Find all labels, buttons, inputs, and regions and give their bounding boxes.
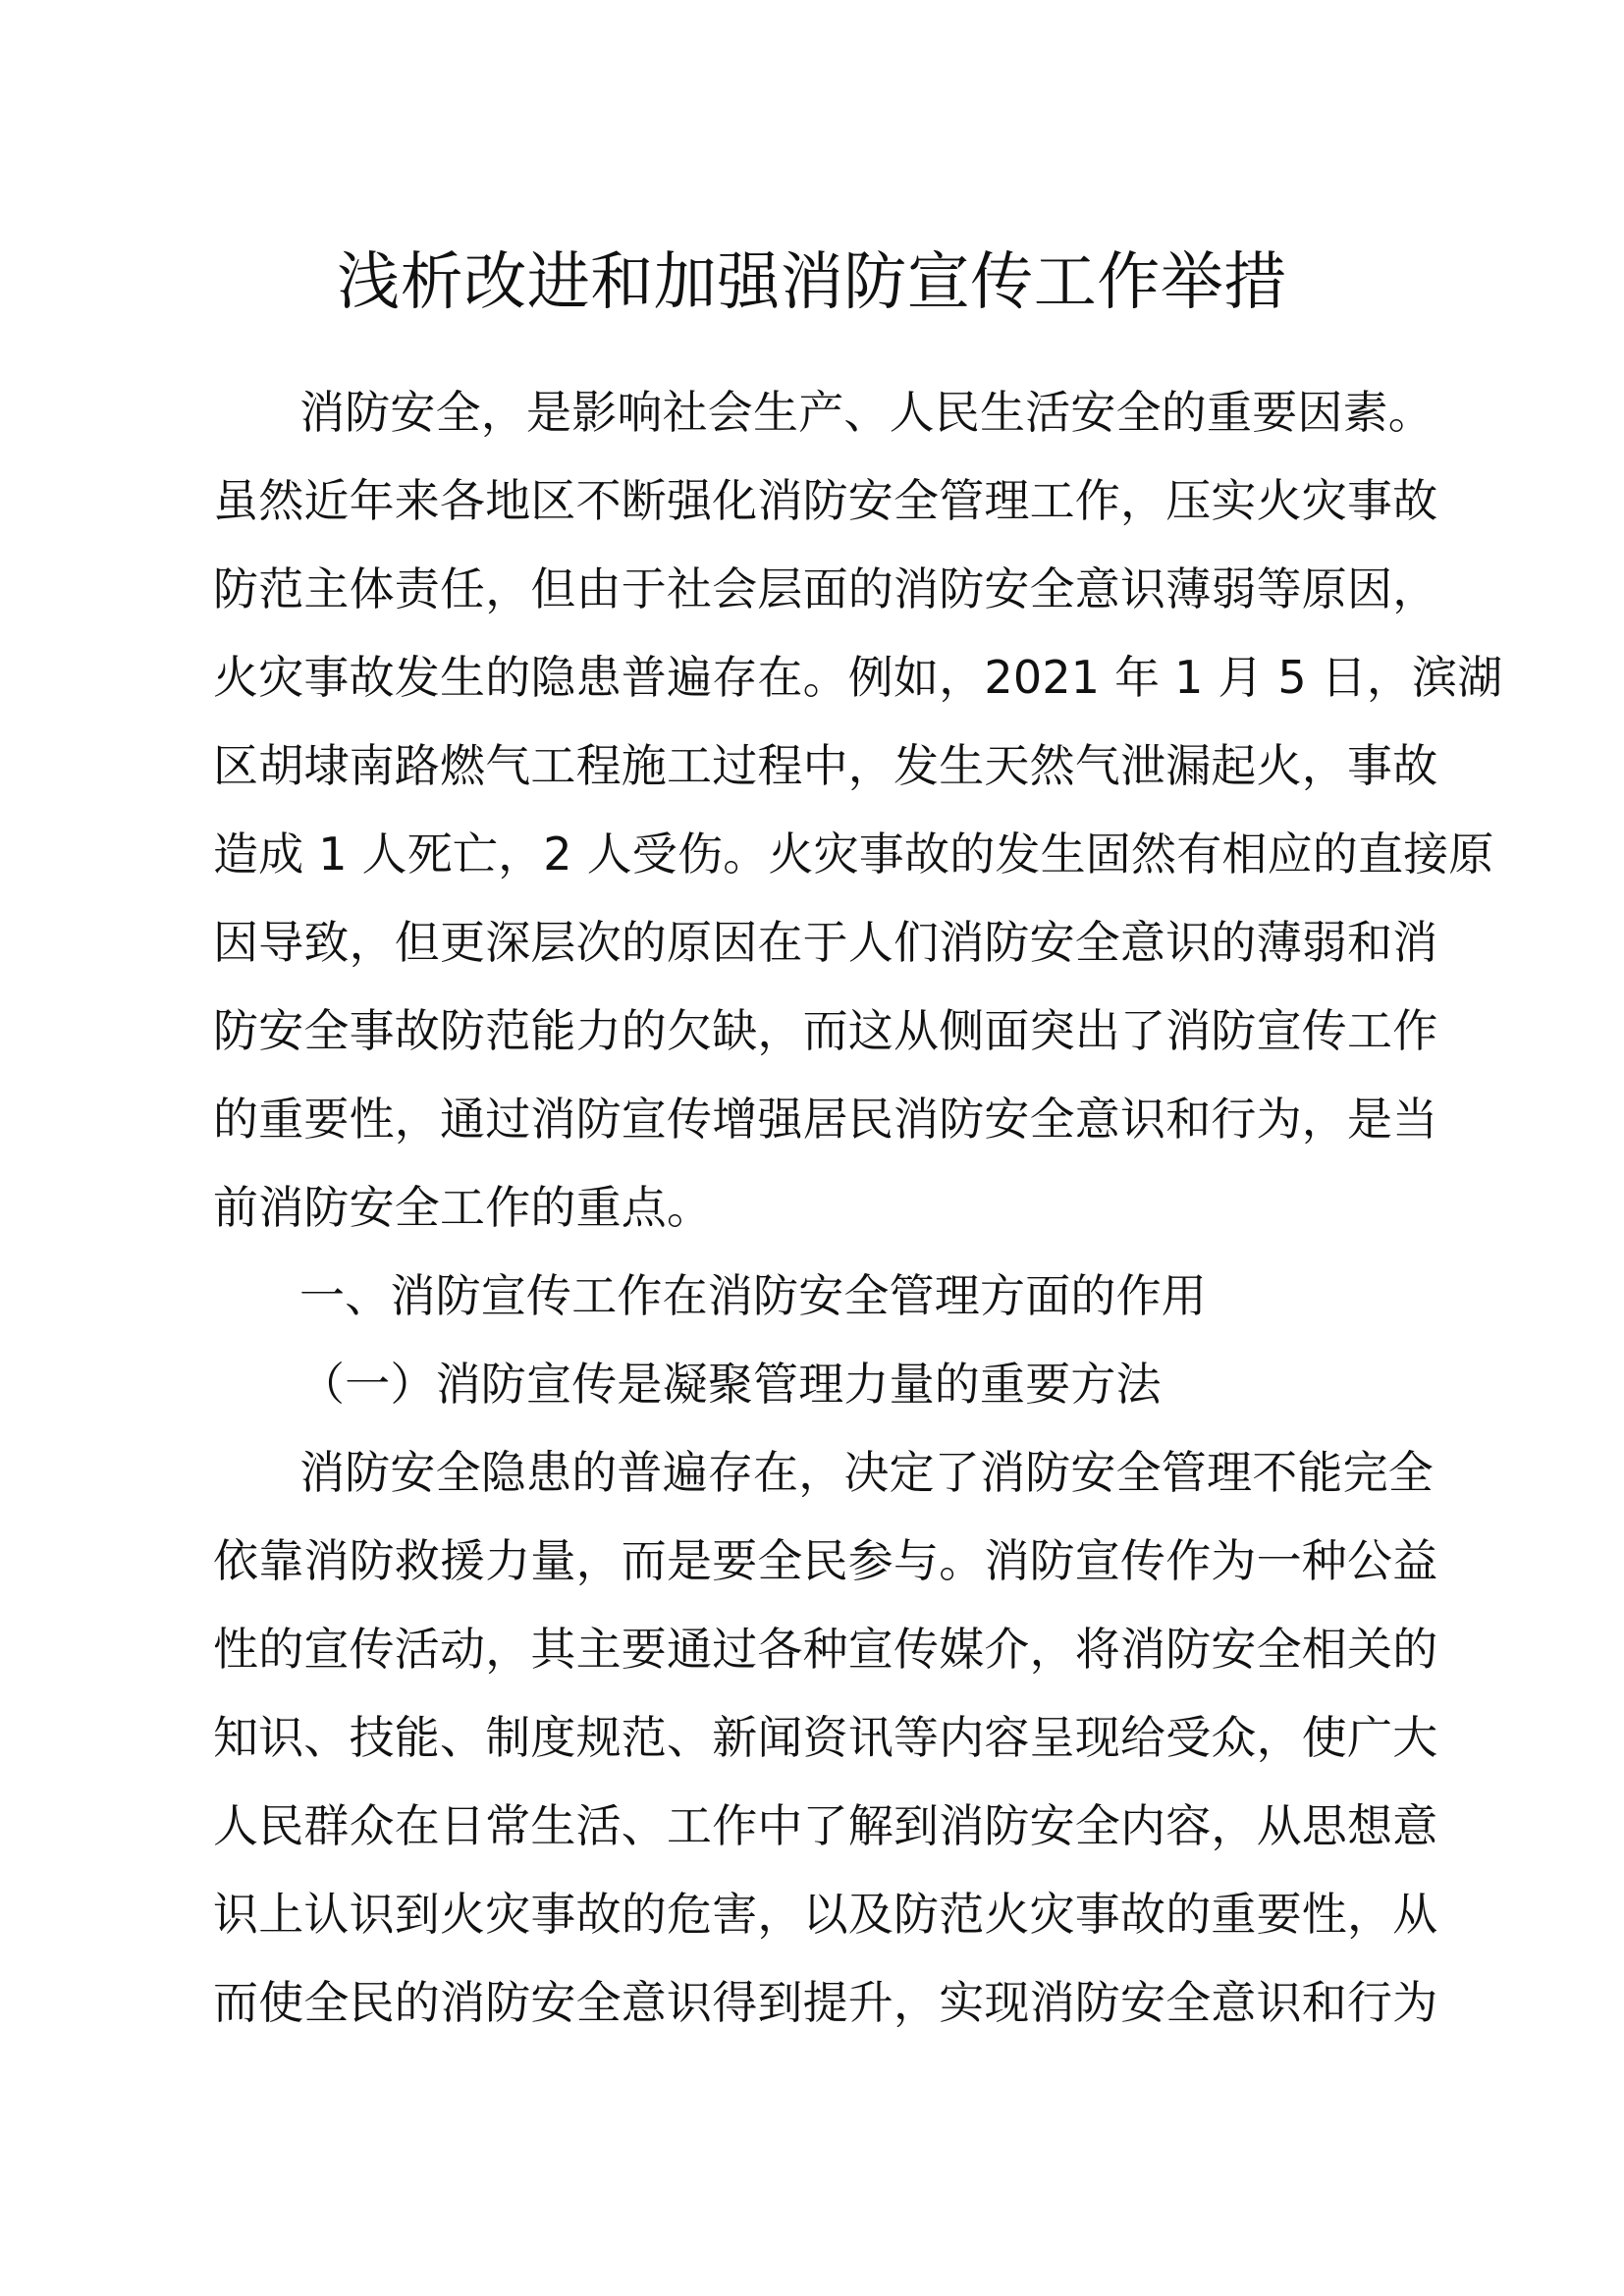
paragraph-line: 前消防安全工作的重点。 bbox=[213, 1181, 713, 1234]
paragraph-line: 识上认识到火灾事故的危害，以及防范火灾事故的重要性，从 bbox=[213, 1888, 1438, 1941]
paragraph-line: 依靠消防救援力量，而是要全民参与。消防宣传作为一种公益 bbox=[213, 1534, 1438, 1587]
paragraph-line: 人民群众在日常生活、工作中了解到消防安全内容，从思想意 bbox=[213, 1799, 1438, 1852]
paragraph-line: 火灾事故发生的隐患普遍存在。例如，2021 年 1 月 5 日，滨湖 bbox=[213, 651, 1503, 704]
section-heading: 一、消防宣传工作在消防安全管理方面的作用 bbox=[299, 1269, 1207, 1322]
paragraph-line: 消防安全隐患的普遍存在，决定了消防安全管理不能完全 bbox=[299, 1446, 1434, 1499]
paragraph-line: 防安全事故防范能力的欠缺，而这从侧面突出了消防宣传工作 bbox=[213, 1004, 1438, 1057]
document-title: 浅析改进和加强消防宣传工作举措 bbox=[337, 246, 1287, 319]
paragraph-line: 性的宣传活动，其主要通过各种宣传媒介，将消防安全相关的 bbox=[213, 1623, 1438, 1676]
paragraph-line: 防范主体责任，但由于社会层面的消防安全意识薄弱等原因， bbox=[213, 562, 1438, 615]
paragraph-line: 虽然近年来各地区不断强化消防安全管理工作，压实火灾事故 bbox=[213, 474, 1438, 527]
paragraph-line: 区胡埭南路燃气工程施工过程中，发生天然气泄漏起火，事故 bbox=[213, 739, 1438, 792]
paragraph-line: 而使全民的消防安全意识得到提升，实现消防安全意识和行为 bbox=[213, 1976, 1438, 2029]
paragraph-line: 因导致，但更深层次的原因在于人们消防安全意识的薄弱和消 bbox=[213, 916, 1438, 969]
paragraph-line: 造成 1 人死亡，2 人受伤。火灾事故的发生固然有相应的直接原 bbox=[213, 828, 1494, 881]
paragraph-line: 的重要性，通过消防宣传增强居民消防安全意识和行为，是当 bbox=[213, 1093, 1438, 1146]
subsection-heading: （一）消防宣传是凝聚管理力量的重要方法 bbox=[299, 1358, 1162, 1411]
paragraph-line: 知识、技能、制度规范、新闻资讯等内容呈现给受众，使广大 bbox=[213, 1711, 1438, 1764]
paragraph-line: 消防安全，是影响社会生产、人民生活安全的重要因素。 bbox=[299, 386, 1434, 439]
